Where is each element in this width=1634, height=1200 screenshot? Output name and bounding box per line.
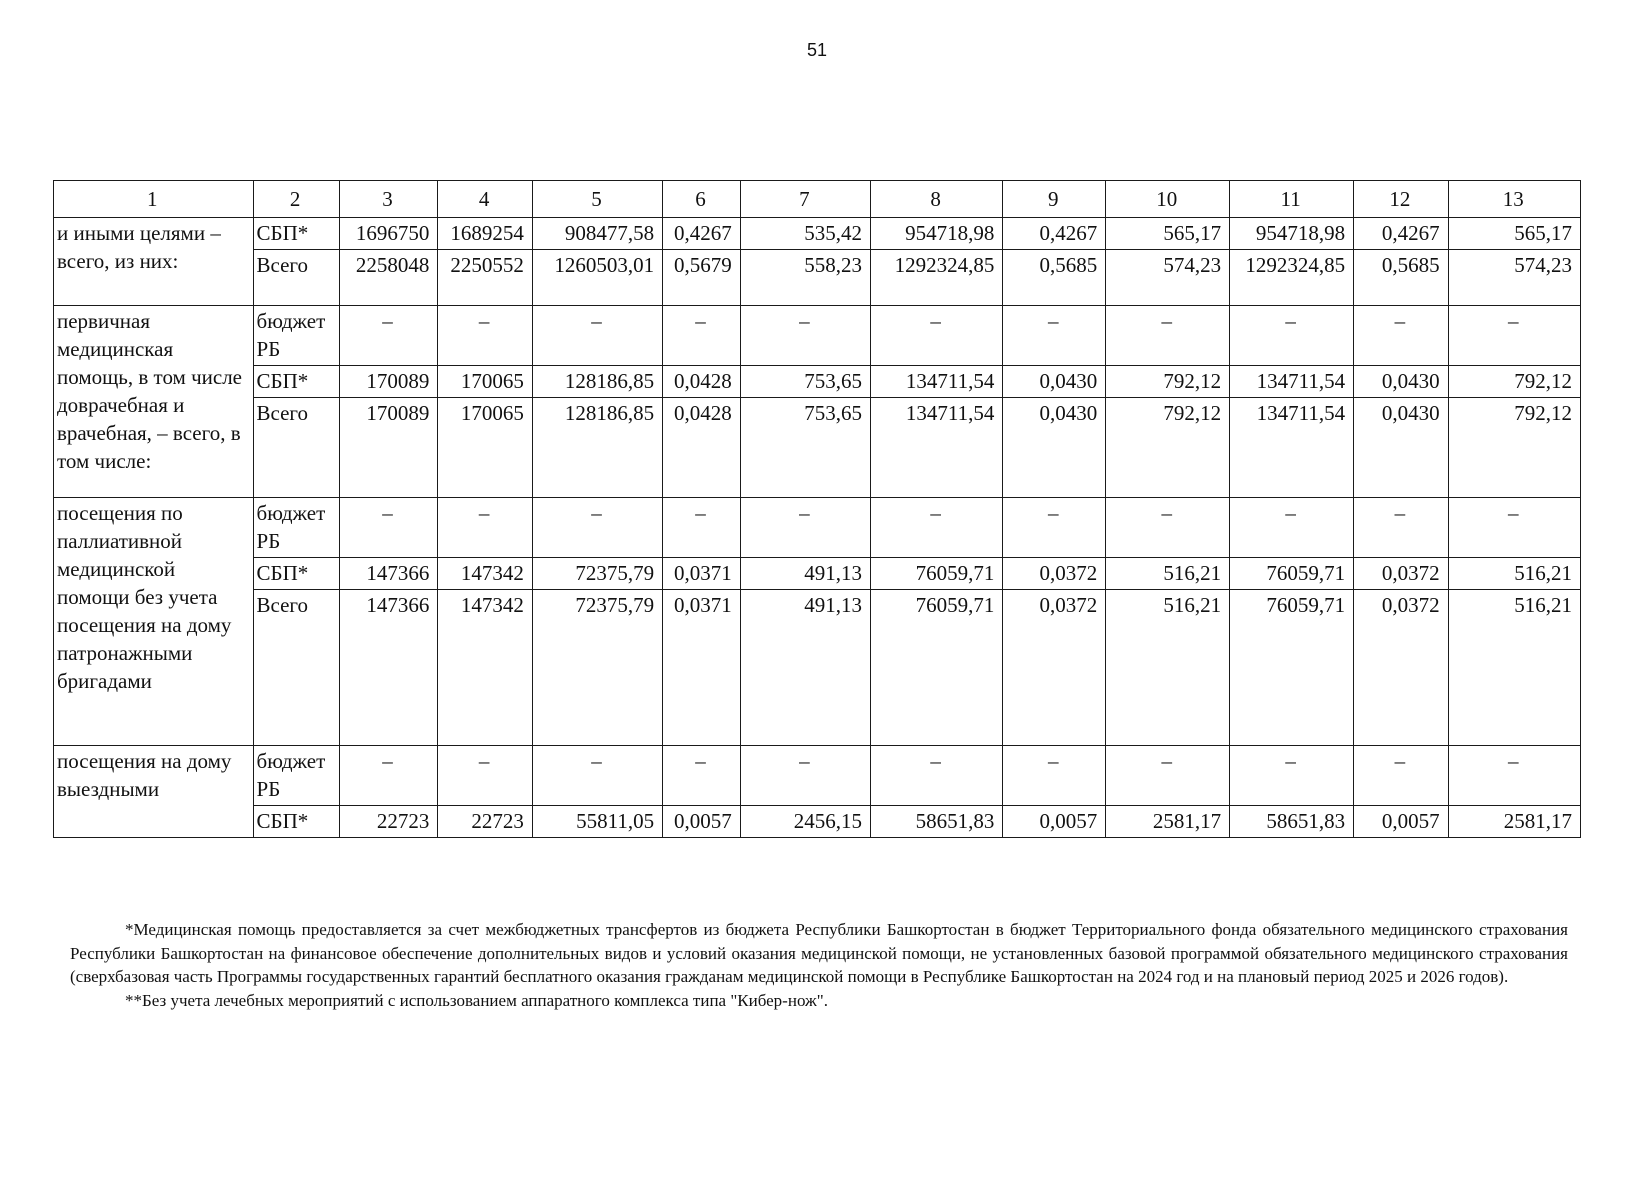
value-cell: – xyxy=(1230,306,1354,366)
value-cell: 72375,79 xyxy=(532,590,662,746)
table-row xyxy=(54,806,1581,838)
value-cell: – xyxy=(1003,498,1106,558)
column-header: 11 xyxy=(1230,181,1354,218)
value-cell: 516,21 xyxy=(1106,558,1230,590)
table-row xyxy=(54,306,1581,366)
value-cell: – xyxy=(871,746,1003,806)
value-cell: 0,0372 xyxy=(1354,590,1449,746)
value-cell: – xyxy=(663,498,741,558)
value-cell: 2581,17 xyxy=(1448,806,1580,838)
value-cell: 516,21 xyxy=(1448,590,1580,746)
funding-source-cell: СБП* xyxy=(253,218,339,250)
value-cell: 516,21 xyxy=(1106,590,1230,746)
row-group-label: посещения на дому выездными xyxy=(54,746,254,838)
value-cell: 0,0430 xyxy=(1354,398,1449,498)
table-row xyxy=(54,398,1581,498)
value-cell: 792,12 xyxy=(1106,398,1230,498)
value-cell: – xyxy=(1354,498,1449,558)
value-cell: 147366 xyxy=(339,558,438,590)
column-header: 2 xyxy=(253,181,339,218)
value-cell: 792,12 xyxy=(1106,366,1230,398)
column-header: 12 xyxy=(1354,181,1449,218)
value-cell: 1260503,01 xyxy=(532,250,662,306)
column-header: 7 xyxy=(740,181,870,218)
value-cell: 0,0372 xyxy=(1003,558,1106,590)
row-group-label: и иными целями – всего, из них: xyxy=(54,218,254,306)
value-cell: 0,0057 xyxy=(1354,806,1449,838)
value-cell: 76059,71 xyxy=(871,558,1003,590)
row-group-label: посещения по паллиативной медицинской помощи без учета посещения на дому патронажными бригадами xyxy=(54,498,254,746)
value-cell: – xyxy=(1106,498,1230,558)
value-cell: 134711,54 xyxy=(1230,398,1354,498)
value-cell: – xyxy=(740,306,870,366)
value-cell: 565,17 xyxy=(1448,218,1580,250)
value-cell: – xyxy=(1448,498,1580,558)
value-cell: – xyxy=(871,306,1003,366)
column-header: 9 xyxy=(1003,181,1106,218)
value-cell: 0,0430 xyxy=(1354,366,1449,398)
table-row xyxy=(54,366,1581,398)
value-cell: 0,0371 xyxy=(663,590,741,746)
value-cell: – xyxy=(871,498,1003,558)
value-cell: 574,23 xyxy=(1448,250,1580,306)
value-cell: 170089 xyxy=(339,366,438,398)
value-cell: 0,5679 xyxy=(663,250,741,306)
value-cell: 558,23 xyxy=(740,250,870,306)
value-cell: 128186,85 xyxy=(532,366,662,398)
column-header: 5 xyxy=(532,181,662,218)
value-cell: 0,0372 xyxy=(1003,590,1106,746)
value-cell: 535,42 xyxy=(740,218,870,250)
value-cell: 0,5685 xyxy=(1354,250,1449,306)
footnote-sbp: *Медицинская помощь предоставляется за счет межбюджетных трансфертов из бюджета Республики Башкортостан в бюджет Территориального фонда обязательного медицинского страхования Республики Башкортостан на финансовое обеспечение дополнительных видов и условий оказания медицинской помощи, не установленных базовой программой обязательного медицинского страхования (сверхбазовая часть Программы государственных гарантий бесплатного оказания гражданам медицинской помощи в Республике Башкортостан на 2024 год и на плановый период 2025 и 2026 годов). xyxy=(70,920,1568,986)
value-cell: 134711,54 xyxy=(871,398,1003,498)
funding-source-cell: СБП* xyxy=(253,806,339,838)
footnotes xyxy=(70,918,1568,1012)
page-number: 51 xyxy=(806,40,828,60)
table-header-row xyxy=(54,181,1581,218)
value-cell: 0,0428 xyxy=(663,398,741,498)
value-cell: – xyxy=(663,306,741,366)
value-cell: 792,12 xyxy=(1448,398,1580,498)
value-cell: – xyxy=(532,498,662,558)
table-row xyxy=(54,498,1581,558)
value-cell: – xyxy=(438,306,533,366)
value-cell: 491,13 xyxy=(740,558,870,590)
table-row xyxy=(54,250,1581,306)
value-cell: – xyxy=(1448,306,1580,366)
table-row xyxy=(54,590,1581,746)
value-cell: 491,13 xyxy=(740,590,870,746)
value-cell: 753,65 xyxy=(740,398,870,498)
funding-source-cell: бюджет РБ xyxy=(253,746,339,806)
value-cell: 170089 xyxy=(339,398,438,498)
value-cell: – xyxy=(1230,498,1354,558)
value-cell: 22723 xyxy=(339,806,438,838)
value-cell: – xyxy=(1106,306,1230,366)
value-cell: 147366 xyxy=(339,590,438,746)
value-cell: 2250552 xyxy=(438,250,533,306)
column-header: 4 xyxy=(438,181,533,218)
value-cell: 128186,85 xyxy=(532,398,662,498)
column-header: 3 xyxy=(339,181,438,218)
value-cell: 1292324,85 xyxy=(871,250,1003,306)
value-cell: 565,17 xyxy=(1106,218,1230,250)
value-cell: – xyxy=(339,498,438,558)
value-cell: 0,0372 xyxy=(1354,558,1449,590)
value-cell: 954718,98 xyxy=(871,218,1003,250)
table-row xyxy=(54,746,1581,806)
value-cell: – xyxy=(1106,746,1230,806)
value-cell: – xyxy=(438,746,533,806)
column-header: 13 xyxy=(1448,181,1580,218)
value-cell: – xyxy=(740,746,870,806)
funding-source-cell: бюджет РБ xyxy=(253,498,339,558)
value-cell: 55811,05 xyxy=(532,806,662,838)
value-cell: 72375,79 xyxy=(532,558,662,590)
value-cell: 134711,54 xyxy=(1230,366,1354,398)
value-cell: – xyxy=(740,498,870,558)
value-cell: 0,4267 xyxy=(1003,218,1106,250)
table-body xyxy=(54,181,1581,838)
footnote-cyberknife: **Без учета лечебных мероприятий с использованием аппаратного комплекса типа "Кибер-нож". xyxy=(125,990,828,1010)
value-cell: 908477,58 xyxy=(532,218,662,250)
value-cell: 1696750 xyxy=(339,218,438,250)
value-cell: – xyxy=(1003,746,1106,806)
value-cell: 574,23 xyxy=(1106,250,1230,306)
funding-source-cell: Всего xyxy=(253,398,339,498)
value-cell: – xyxy=(1448,746,1580,806)
funding-source-cell: СБП* xyxy=(253,558,339,590)
value-cell: 58651,83 xyxy=(871,806,1003,838)
funding-source-cell: Всего xyxy=(253,250,339,306)
value-cell: 516,21 xyxy=(1448,558,1580,590)
value-cell: – xyxy=(1003,306,1106,366)
value-cell: 0,0371 xyxy=(663,558,741,590)
value-cell: – xyxy=(1354,306,1449,366)
value-cell: – xyxy=(1230,746,1354,806)
value-cell: – xyxy=(339,306,438,366)
funding-source-cell: бюджет РБ xyxy=(253,306,339,366)
row-group-label: первичная медицинская помощь, в том числе доврачебная и врачебная, – всего, в том числе: xyxy=(54,306,254,498)
value-cell: – xyxy=(339,746,438,806)
column-header: 8 xyxy=(871,181,1003,218)
value-cell: 76059,71 xyxy=(1230,558,1354,590)
value-cell: 0,0430 xyxy=(1003,398,1106,498)
funding-source-cell: Всего xyxy=(253,590,339,746)
value-cell: 147342 xyxy=(438,590,533,746)
value-cell: 76059,71 xyxy=(871,590,1003,746)
value-cell: 0,4267 xyxy=(663,218,741,250)
value-cell: 792,12 xyxy=(1448,366,1580,398)
value-cell: 0,0430 xyxy=(1003,366,1106,398)
value-cell: 147342 xyxy=(438,558,533,590)
value-cell: 0,5685 xyxy=(1003,250,1106,306)
value-cell: 0,0057 xyxy=(1003,806,1106,838)
value-cell: 170065 xyxy=(438,366,533,398)
funding-source-cell: СБП* xyxy=(253,366,339,398)
value-cell: 2456,15 xyxy=(740,806,870,838)
value-cell: – xyxy=(1354,746,1449,806)
value-cell: 2258048 xyxy=(339,250,438,306)
value-cell: 0,0428 xyxy=(663,366,741,398)
column-header: 10 xyxy=(1106,181,1230,218)
value-cell: 0,4267 xyxy=(1354,218,1449,250)
value-cell: 134711,54 xyxy=(871,366,1003,398)
data-table xyxy=(53,180,1581,838)
value-cell: 58651,83 xyxy=(1230,806,1354,838)
value-cell: 76059,71 xyxy=(1230,590,1354,746)
table-row xyxy=(54,558,1581,590)
value-cell: 1689254 xyxy=(438,218,533,250)
table-row xyxy=(54,218,1581,250)
value-cell: 0,0057 xyxy=(663,806,741,838)
value-cell: 753,65 xyxy=(740,366,870,398)
value-cell: – xyxy=(532,746,662,806)
value-cell: – xyxy=(438,498,533,558)
value-cell: 1292324,85 xyxy=(1230,250,1354,306)
value-cell: 170065 xyxy=(438,398,533,498)
value-cell: 954718,98 xyxy=(1230,218,1354,250)
value-cell: – xyxy=(663,746,741,806)
value-cell: – xyxy=(532,306,662,366)
value-cell: 2581,17 xyxy=(1106,806,1230,838)
value-cell: 22723 xyxy=(438,806,533,838)
column-header: 6 xyxy=(663,181,741,218)
column-header: 1 xyxy=(54,181,254,218)
